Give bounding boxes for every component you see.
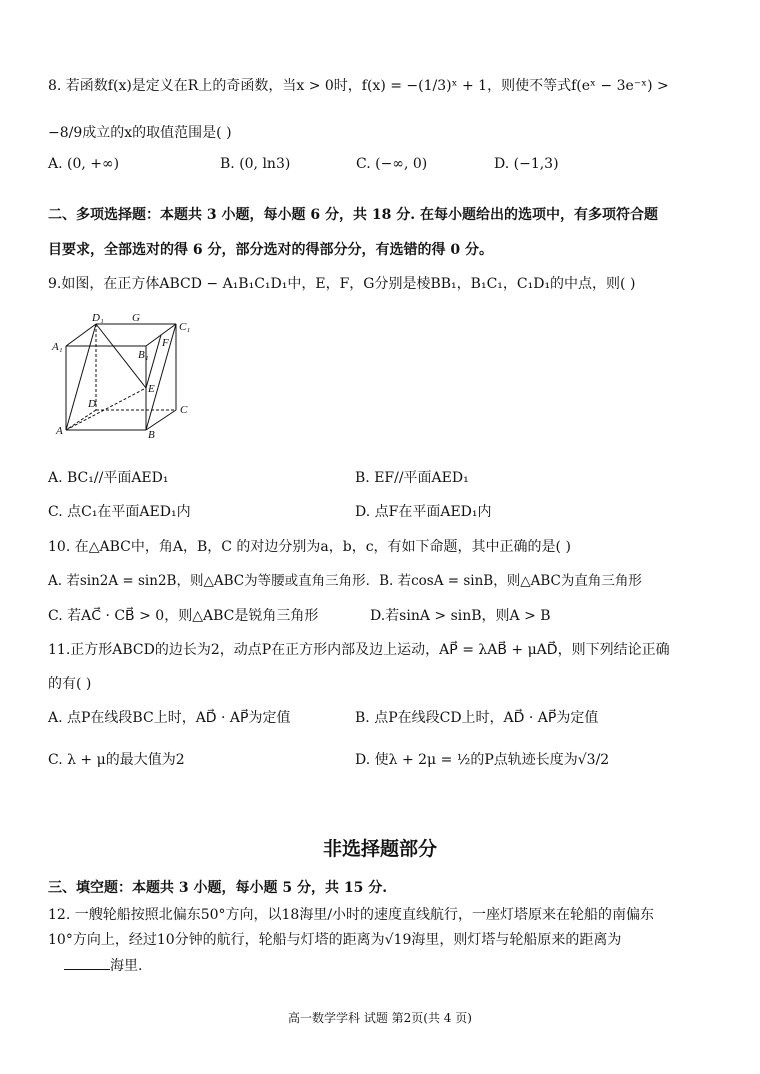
q9-option-b: B. EF//平面AED₁ (355, 470, 469, 486)
label-G: G (132, 312, 140, 324)
q11-option-b: B. 点P在线段CD上时，AD⃗ · AP⃗为定值 (355, 710, 599, 726)
q9-stem: 9.如图，在正方体ABCD − A₁B₁C₁D₁中，E，F，G分别是棱BB₁，B₁C₁，C₁D₁的中点，则( ) (48, 276, 636, 292)
q8-stem-line2: −8/9成立的x的取值范围是( ) (48, 125, 232, 141)
q8-option-a: A. (0, +∞) (48, 156, 120, 172)
q8-option-b: B. (0, ln3) (220, 156, 291, 172)
q9-option-c: C. 点C₁在平面AED₁内 (48, 504, 191, 520)
q8-option-d: D. (−1,3) (494, 156, 559, 172)
q9-option-d: D. 点F在平面AED₁内 (355, 504, 492, 520)
q11-stem-line2: 的有( ) (48, 676, 92, 692)
label-A: A (56, 425, 63, 437)
q9-option-a: A. BC₁//平面AED₁ (48, 470, 169, 486)
q10-option-c: C. 若AC⃗ · CB⃗ > 0，则△ABC是锐角三角形 (48, 608, 319, 624)
part-title: 非选择题部分 (322, 838, 437, 860)
q12-stem-line1: 12. 一艘轮船按照北偏东50°方向，以18海里/小时的速度直线航行，一座灯塔原来在轮船的南偏东 (48, 907, 655, 923)
label-C: C (180, 404, 188, 416)
answer-blank[interactable] (64, 955, 110, 970)
q12-unit: 海里. (110, 958, 143, 974)
label-C1: C₁ (179, 321, 191, 333)
q10-option-d: D.若sinA > sinB，则A > B (370, 608, 551, 624)
q10-stem: 10. 在△ABC中，角A，B，C 的对边分别为a，b，c，有如下命题，其中正确的是( ) (48, 539, 571, 555)
q8-stem-line1: 8. 若函数f(x)是定义在R上的奇函数，当x > 0时，f(x) = −(1/3)ˣ + 1，则使不等式f(eˣ − 3e⁻ˣ) > (48, 78, 669, 94)
label-E: E (148, 383, 155, 395)
section2-heading-line1: 二、多项选择题：本题共 3 小题，每小题 6 分，共 18 分. 在每小题给出的选项中，有多项符合题 (48, 207, 658, 223)
q11-stem-line1: 11.正方形ABCD的边长为2，动点P在正方形内部及边上运动，AP⃗ = λAB⃗ + μAD⃗，则下列结论正确 (48, 642, 670, 658)
cube-figure (48, 310, 208, 444)
section2-heading-line2: 目要求，全部选对的得 6 分，部分选对的得部分分，有选错的得 0 分。 (48, 242, 493, 258)
q12-stem-line2: 10°方向上，经过10分钟的航行，轮船与灯塔的距离为√19海里，则灯塔与轮船原来的距离为 (48, 932, 622, 948)
label-B1: B₁ (138, 349, 149, 361)
q8-option-c: C. (−∞, 0) (356, 156, 428, 172)
label-D1: D₁ (92, 312, 104, 324)
label-B: B (148, 429, 155, 441)
label-D: D (88, 398, 96, 410)
section3-heading: 三、填空题：本题共 3 小题，每小题 5 分，共 15 分. (48, 880, 388, 896)
q10-option-ab: A. 若sin2A = sin2B，则△ABC为等腰或直角三角形．B. 若cosA = sinB，则△ABC为直角三角形 (48, 573, 642, 589)
q12-stem-line3 (64, 955, 142, 976)
page-footer: 高一数学学科 试题 第2页(共 4 页) (288, 1011, 472, 1025)
label-A1: A₁ (52, 341, 63, 353)
q11-option-a: A. 点P在线段BC上时，AD⃗ · AP⃗为定值 (48, 710, 291, 726)
q11-option-c: C. λ + μ的最大值为2 (48, 752, 185, 768)
q11-option-d: D. 使λ + 2μ = ½的P点轨迹长度为√3/2 (355, 752, 610, 768)
label-F: F (162, 337, 169, 349)
